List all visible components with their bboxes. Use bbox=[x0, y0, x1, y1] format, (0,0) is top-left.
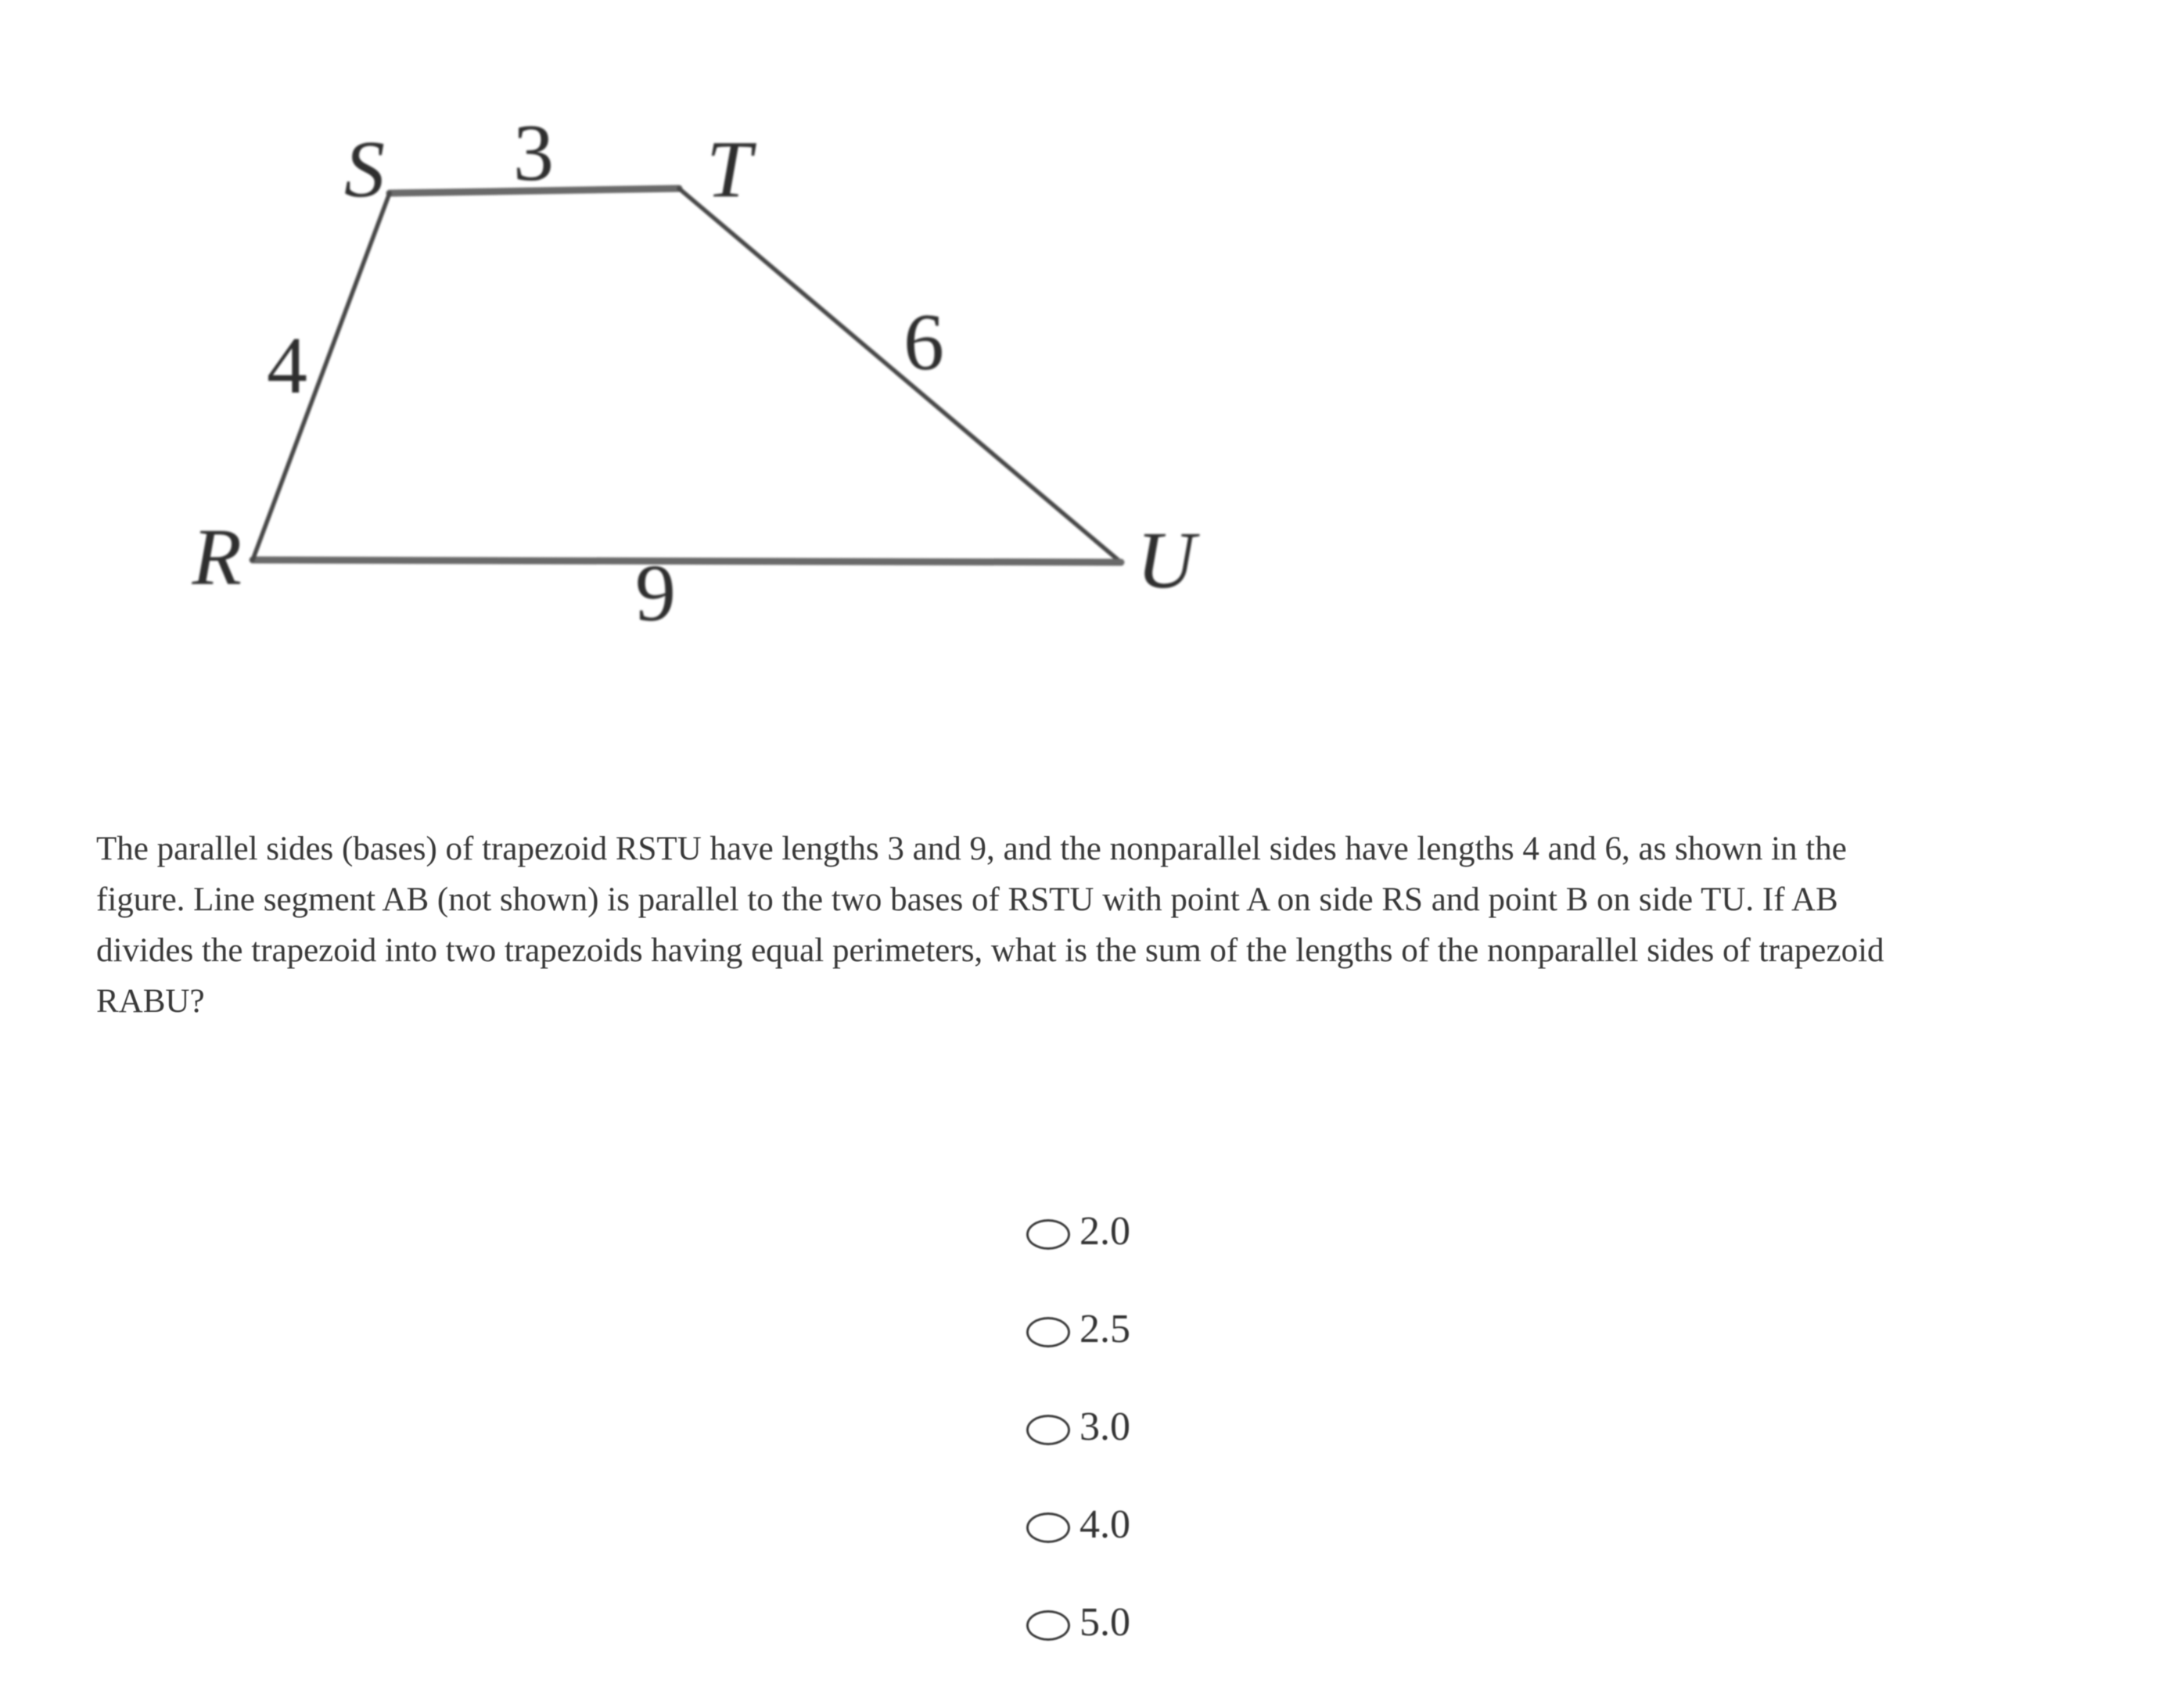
vertex-label-u: U bbox=[1137, 515, 1196, 605]
option-label: 2.5 bbox=[1080, 1307, 1130, 1351]
side-ru-line bbox=[253, 560, 1121, 562]
radio-button-icon[interactable] bbox=[1026, 1415, 1070, 1445]
option-label: 3.0 bbox=[1080, 1405, 1130, 1449]
question-line-3: divides the trapezoid into two trapezoids having equal perimeters, what is the sum of the lengths of the nonparallel sides of trapezoid bbox=[96, 932, 1884, 969]
radio-button-icon[interactable] bbox=[1026, 1512, 1070, 1543]
option-label: 2.0 bbox=[1080, 1209, 1130, 1254]
side-tu-line bbox=[679, 188, 1121, 562]
radio-button-icon[interactable] bbox=[1026, 1317, 1070, 1347]
answer-option-3[interactable] bbox=[1026, 1404, 1130, 1455]
question-text bbox=[96, 824, 1884, 1027]
side-length-tu: 6 bbox=[903, 297, 944, 387]
side-length-rs: 4 bbox=[267, 321, 307, 411]
question-line-1: The parallel sides (bases) of trapezoid RSTU have lengths 3 and 9, and the nonparallel sides have lengths 4 and 6, as shown in the bbox=[96, 831, 1847, 867]
radio-button-icon[interactable] bbox=[1026, 1610, 1070, 1641]
vertex-label-s: S bbox=[344, 124, 385, 214]
answer-option-4[interactable] bbox=[1026, 1502, 1130, 1553]
option-label: 4.0 bbox=[1080, 1502, 1130, 1547]
side-length-st: 3 bbox=[513, 108, 554, 198]
answer-option-1[interactable] bbox=[1026, 1208, 1130, 1260]
radio-button-icon[interactable] bbox=[1026, 1219, 1070, 1250]
answer-option-5[interactable] bbox=[1026, 1599, 1130, 1651]
vertex-label-r: R bbox=[192, 512, 242, 602]
question-line-2: figure. Line segment AB (not shown) is parallel to the two bases of RSTU with point A on side RS and point B on side TU. If AB bbox=[96, 881, 1838, 918]
side-length-ru: 9 bbox=[635, 548, 676, 638]
option-label: 5.0 bbox=[1080, 1600, 1130, 1645]
question-line-4: RABU? bbox=[96, 983, 205, 1020]
trapezoid-figure bbox=[0, 0, 1330, 704]
answer-option-2[interactable] bbox=[1026, 1306, 1130, 1358]
vertex-label-t: T bbox=[706, 124, 752, 214]
answer-options bbox=[1026, 1208, 1130, 1651]
